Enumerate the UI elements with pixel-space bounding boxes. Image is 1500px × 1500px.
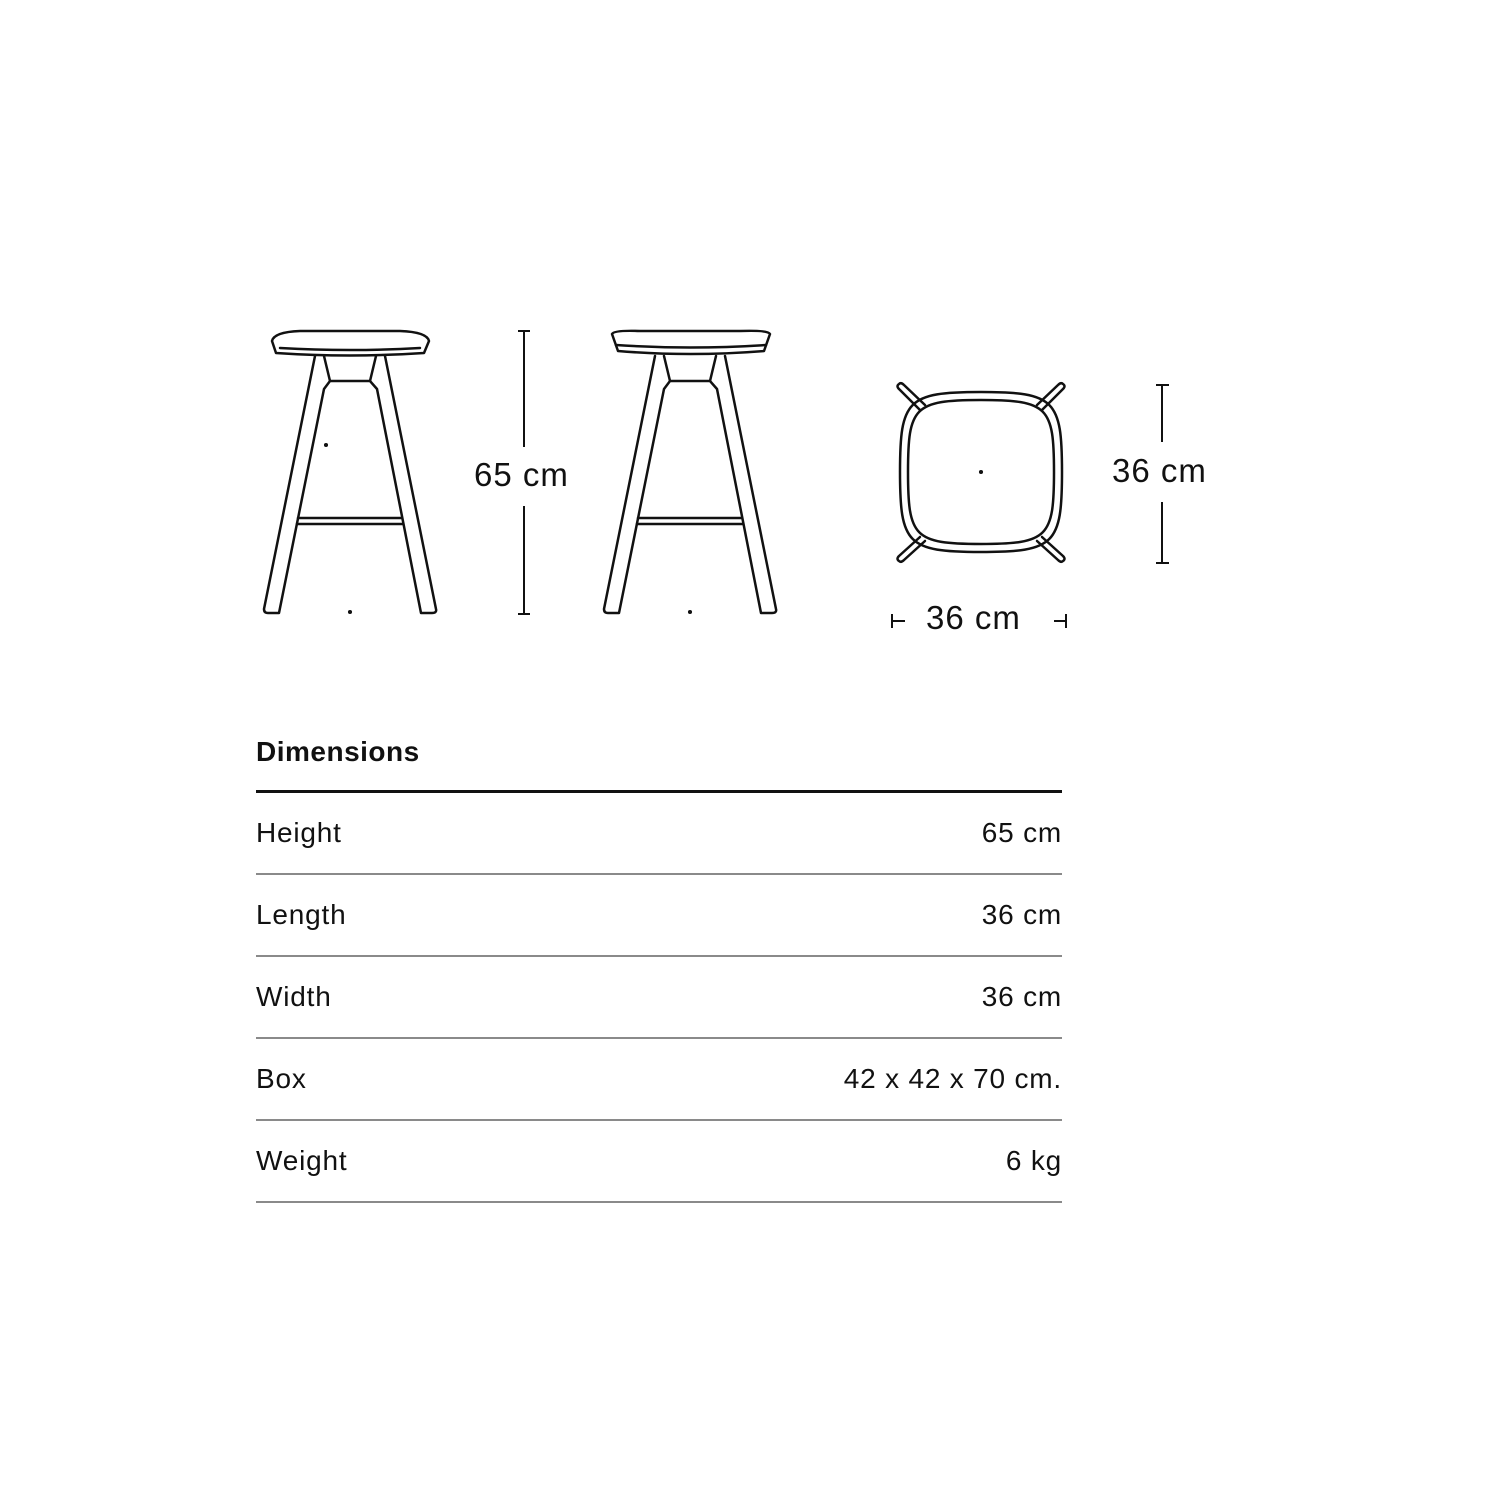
row-label: Weight [256, 1145, 348, 1176]
width-dimension-label: 36 cm [922, 599, 1025, 637]
height-dimension-label: 65 cm [470, 456, 573, 494]
stool-side-view [604, 331, 776, 613]
row-value: 36 cm [981, 981, 1062, 1012]
stool-technical-drawing [0, 0, 1500, 700]
table-row [256, 957, 1062, 1039]
row-label: Height [256, 817, 342, 848]
depth-dimension-label: 36 cm [1108, 452, 1211, 490]
row-label: Width [256, 981, 332, 1012]
row-value: 42 x 42 x 70 cm. [843, 1063, 1062, 1094]
dimensions-table [256, 732, 1062, 1203]
table-row [256, 793, 1062, 875]
row-label: Box [256, 1063, 307, 1094]
stool-front-view [264, 331, 436, 613]
row-value: 36 cm [981, 899, 1062, 930]
row-label: Length [256, 899, 347, 930]
stool-top-view [898, 383, 1065, 562]
table-row [256, 1039, 1062, 1121]
dimensions-heading: Dimensions [256, 736, 420, 767]
table-row [256, 1121, 1062, 1203]
table-row [256, 875, 1062, 957]
row-value: 6 kg [1005, 1145, 1062, 1176]
row-value: 65 cm [981, 817, 1062, 848]
